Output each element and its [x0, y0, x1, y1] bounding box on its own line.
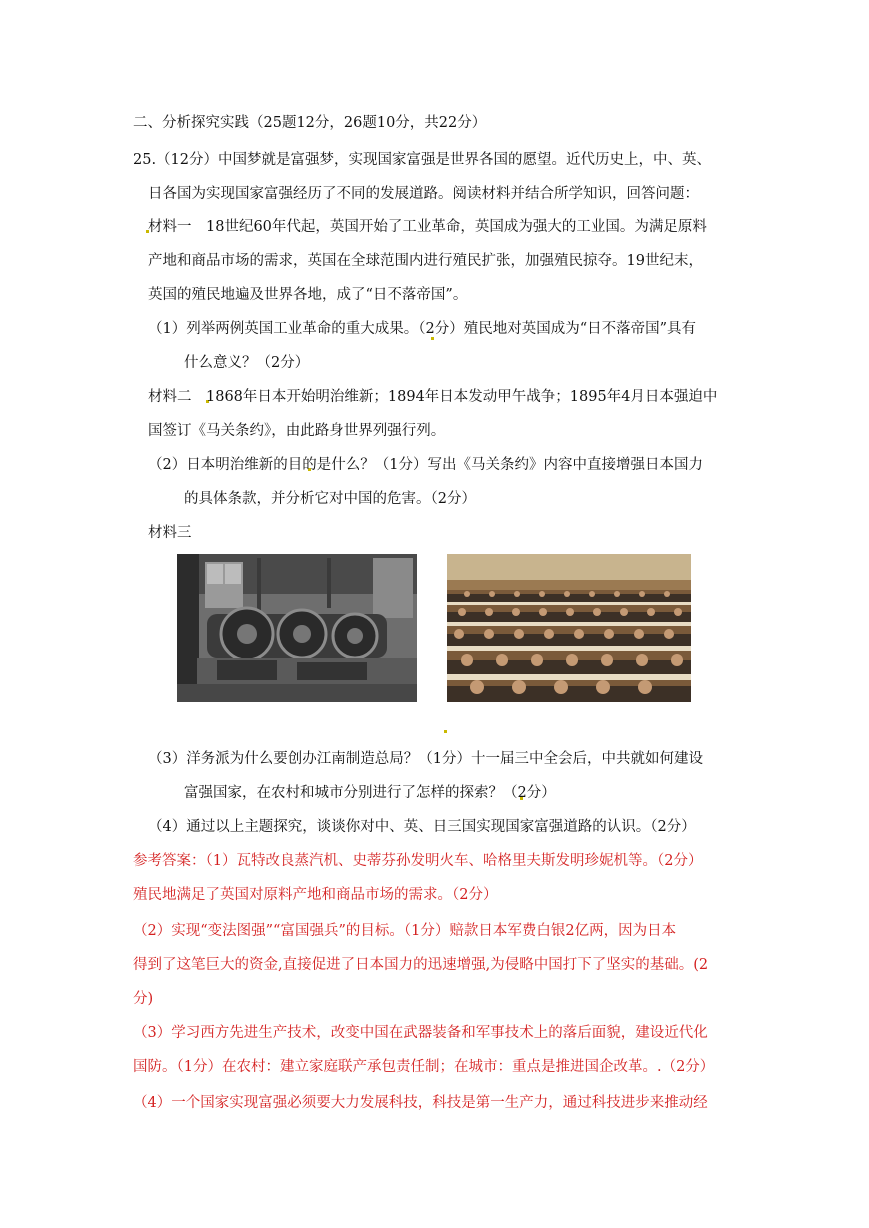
- question-intro-line-2: 日各国为实现国家富强经历了不同的发展道路。阅读材料并结合所学知识，回答问题：: [148, 186, 699, 202]
- answer-2-line-3: 分): [133, 991, 154, 1007]
- answer-1-line-2: 殖民地满足了英国对原料产地和商品市场的需求。（2分）: [133, 887, 498, 903]
- answer-3-line-1: （3）学习西方先进生产技术，改变中国在武器装备和军事技术上的落后面貌，建设近代化: [133, 1025, 708, 1041]
- question-1-line-1: （1）列举两例英国工业革命的重大成果。（2分）殖民地对英国成为“日不落帝国”具有: [148, 321, 697, 337]
- question-2-line-1: （2）日本明治维新的目的是什么？（1分）写出《马关条约》内容中直接增强日本国力: [148, 457, 703, 473]
- answer-1-line-1: 参考答案：（1）瓦特改良蒸汽机、史蒂芬孙发明火车、哈格里夫斯发明珍妮机等。（2分）: [133, 853, 703, 869]
- answer-2-line-1: （2）实现“变法图强”“富国强兵”的目标。（1分）赔款日本军费白银2亿两，因为日本: [133, 923, 677, 939]
- answer-2-line-2: 得到了这笔巨大的资金,直接促进了日本国力的迅速增强,为侵略中国打下了坚实的基础。(2: [133, 957, 709, 973]
- highlight-mark: [444, 730, 447, 733]
- question-1-line-2: 什么意义？（2分）: [184, 355, 310, 371]
- question-4: （4）通过以上主题探究，谈谈你对中、英、日三国实现国家富强道路的认识。（2分）: [148, 819, 696, 835]
- question-3-line-1: （3）洋务派为什么要创办江南制造总局？（1分）十一届三中全会后，中共就如何建设: [148, 751, 703, 767]
- jiangnan-arsenal-photo: [177, 554, 417, 702]
- material-1-line-1: 材料一 18世纪60年代起，英国开始了工业革命，英国成为强大的工业国。为满足原料: [148, 219, 707, 235]
- material-2-line-2: 国签订《马关条约》，由此路身世界列强行列。: [148, 423, 446, 439]
- question-intro-line-1: 25.（12分）中国梦就是富强梦，实现国家富强是世界各国的愿望。近代历史上，中、英、: [133, 152, 712, 168]
- material-3-label: 材料三: [148, 525, 192, 541]
- question-2-line-2: 的具体条款，并分析它对中国的危害。（2分）: [184, 491, 476, 507]
- material-1-line-3: 英国的殖民地遍及世界各地，成了“日不落帝国”。: [148, 287, 468, 303]
- question-3-line-2: 富强国家，在农村和城市分别进行了怎样的探索？（2分）: [184, 785, 556, 801]
- material-2-line-1: 材料二 1868年日本开始明治维新；1894年日本发动甲午战争；1895年4月日本强迫中: [148, 389, 718, 405]
- third-plenum-hall-photo: [447, 554, 691, 702]
- section-title: 二、分析探究实践（25题12分，26题10分，共22分）: [133, 115, 487, 131]
- answer-4-line-1: （4）一个国家实现富强必须要大力发展科技，科技是第一生产力，通过科技进步来推动经: [133, 1095, 708, 1111]
- answer-3-line-2: 国防。（1分）在农村：建立家庭联产承包责任制；在城市：重点是推进国企改革。.（2分）: [133, 1059, 715, 1075]
- material-1-line-2: 产地和商品市场的需求，英国在全球范围内进行殖民扩张，加强殖民掠夺。19世纪末，: [148, 253, 703, 269]
